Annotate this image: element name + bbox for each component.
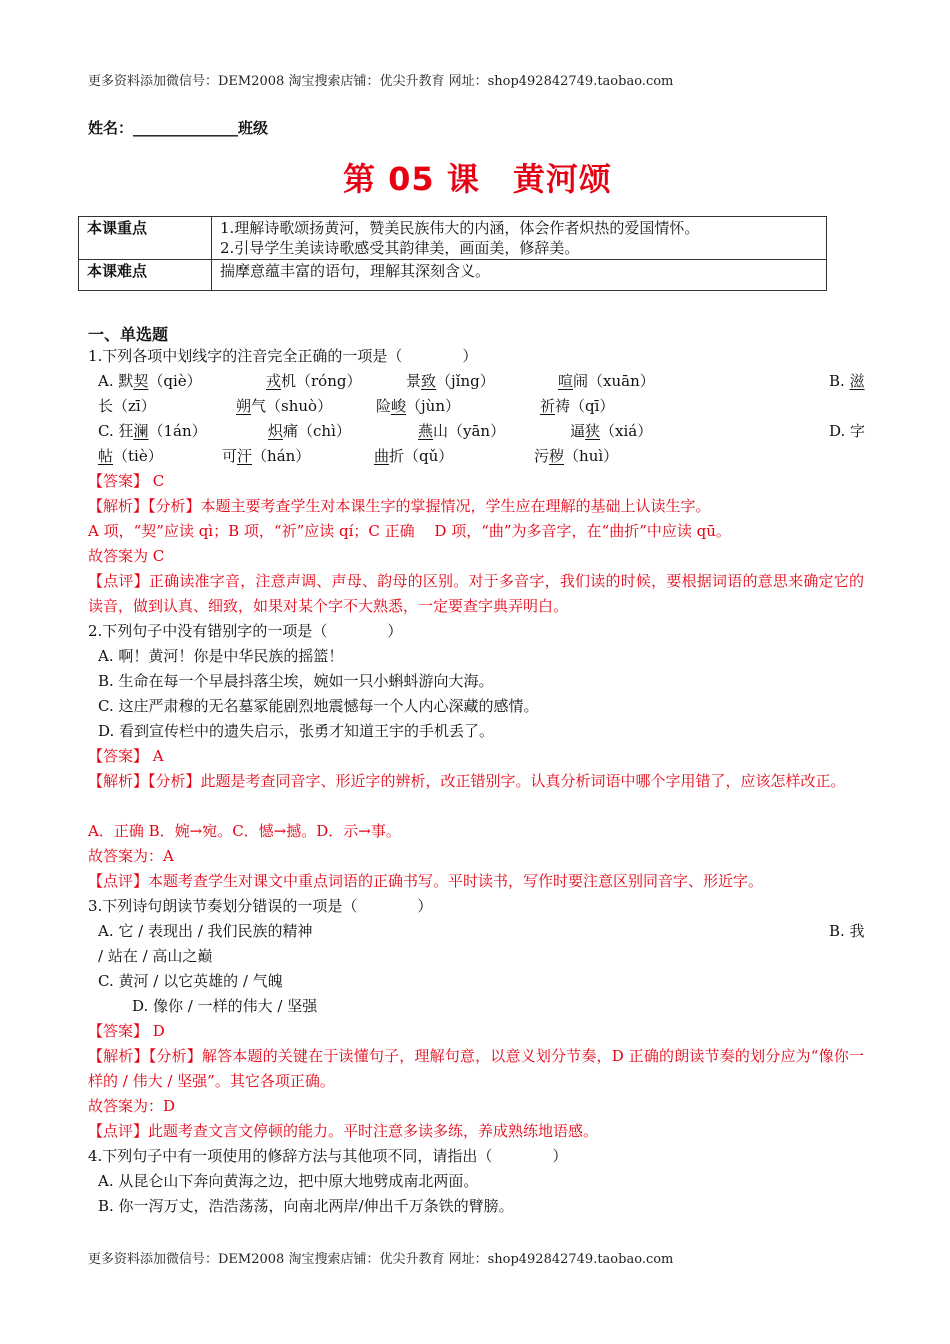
q1-option-d1: D. 字 <box>829 422 866 440</box>
q3-conclusion: 故答案为：D <box>88 1097 176 1115</box>
difficulty-row <box>79 260 827 291</box>
q1-stem: 1.下列各项中划线字的注音完全正确的一项是（ ） <box>88 347 478 365</box>
q3-option-a: A. 它 / 表现出 / 我们民族的精神 <box>98 922 313 940</box>
q2-option-b: B. 生命在每一个早晨抖落尘埃，婉如一只小蝌蚪游向大海。 <box>98 672 494 690</box>
q3-option-b-cont: / 站在 / 高山之巅 <box>98 947 213 965</box>
q3-analysis: 【解析】【分析】解答本题的关键在于读懂句子，理解句意，以意义划分节奏，D 正确的朗读节奏的划分应为“像你一样的 / 伟大 / 坚强”。其它各项正确。 <box>88 1047 864 1090</box>
key-points-label: 本课重点 <box>79 217 212 260</box>
q1-option-c4: 逼狭（xiá） <box>570 422 653 440</box>
lesson-focus-table <box>78 216 827 291</box>
q1-option-a4: 喧闹（xuān） <box>558 372 655 390</box>
q3-comment: 【点评】此题考查文言文停顿的能力。平时注意多读多练，养成熟练地语感。 <box>88 1122 599 1140</box>
q1-option-d2: 可汗（hán） <box>222 447 311 465</box>
q1-option-d1-cont: 帖（tiè） <box>98 447 163 465</box>
q3-stem: 3.下列诗句朗读节奏划分错误的一项是（ ） <box>88 897 433 915</box>
q3-answer: 【答案】 D <box>88 1022 165 1040</box>
q2-conclusion: 故答案为：A <box>88 847 174 865</box>
q3-option-c: C. 黄河 / 以它英雄的 / 气魄 <box>98 972 283 990</box>
q1-option-c1: C. 狂澜（1án） <box>98 422 207 440</box>
q2-option-a: A. 啊！黄河！你是中华民族的摇篮！ <box>98 647 344 665</box>
page-title: 第 05 课 黄河颂 <box>343 160 612 198</box>
q1-conclusion: 故答案为 C <box>88 547 165 565</box>
q2-stem: 2.下列句子中没有错别字的一项是（ ） <box>88 622 403 640</box>
q2-answer: 【答案】 A <box>88 747 164 765</box>
difficulty-content: 揣摩意蕴丰富的语句，理解其深刻含义。 <box>212 260 827 291</box>
q1-option-d4: 污秽（huì） <box>534 447 619 465</box>
q4-option-a: A. 从昆仑山下奔向黄海之边，把中原大地劈成南北两面。 <box>98 1172 479 1190</box>
q1-option-b1-cont: 长（zī） <box>98 397 156 415</box>
section-heading: 一、单选题 <box>88 325 169 344</box>
page-footer: 更多资料添加微信号：DEM2008 淘宝搜索店铺：优尖升教育 网址：shop492842749.taobao.com <box>88 1252 674 1267</box>
q4-stem: 4.下列句子中有一项使用的修辞方法与其他项不同，请指出（ ） <box>88 1147 568 1165</box>
q2-analysis-detail: A．正确 B．婉→宛。C．憾→撼。D．示→事。 <box>88 822 401 840</box>
page-header: 更多资料添加微信号：DEM2008 淘宝搜索店铺：优尖升教育 网址：shop492842749.taobao.com <box>88 74 674 89</box>
q1-option-d3: 曲折（qǔ） <box>374 447 454 465</box>
key-points-content <box>212 217 827 260</box>
q1-comment: 【点评】正确读准字音，注意声调、声母、韵母的区别。对于多音字，我们读的时候，要根据词语的意思来确定它的读音，做到认真、细致，如果对某个字不大熟悉，一定要查字典弄明白。 <box>88 572 864 615</box>
name-label: 姓名： <box>88 119 134 137</box>
class-label: 班级 <box>238 119 269 137</box>
q1-answer: 【答案】 C <box>88 472 165 490</box>
q1-option-b2: 朔气（shuò） <box>236 397 333 415</box>
q1-option-b3: 险峻（jùn） <box>376 397 461 415</box>
q1-option-c3: 燕山（yān） <box>418 422 506 440</box>
q2-analysis: 【解析】【分析】此题是考查同音字、形近字的辨析，改正错别字。认真分析词语中哪个字用错了，应该怎样改正。 <box>88 772 846 790</box>
q1-option-a1: A. 默契（qiè） <box>98 372 202 390</box>
q1-option-b1: B. 滋 <box>829 372 865 390</box>
key-point-1: 1.理解诗歌颂扬黄河，赞美民族伟大的内涵，体会作者炽热的爱国情怀。 <box>220 219 700 237</box>
q4-option-b: B. 你一泻万丈，浩浩荡荡，向南北两岸/伸出千万条铁的臂膀。 <box>98 1197 514 1215</box>
q1-option-c2: 炽痛（chì） <box>268 422 351 440</box>
q3-option-b: B. 我 <box>829 922 865 940</box>
q1-analysis-detail: A 项，“契”应读 qì；B 项，“祈”应读 qí；C 正确 D 项，“曲”为多音字，在“曲折”中应读 qū。 <box>88 522 731 540</box>
q1-option-a2: 戎机（róng） <box>266 372 362 390</box>
q2-option-d: D. 看到宣传栏中的遗失启示，张勇才知道王宇的手机丢了。 <box>98 722 495 740</box>
q1-option-b4: 祈祷（qī） <box>540 397 615 415</box>
name-line <box>88 116 268 141</box>
difficulty-label: 本课难点 <box>79 260 212 291</box>
q1-analysis: 【解析】【分析】本题主要考查学生对本课生字的掌握情况，学生应在理解的基础上认读生字。 <box>88 497 711 515</box>
name-blank: ______________ <box>133 119 239 137</box>
q2-comment: 【点评】本题考查学生对课文中重点词语的正确书写。平时读书，写作时要注意区别同音字、形近字。 <box>88 872 764 890</box>
q1-option-a3: 景致（jǐng） <box>406 372 495 390</box>
key-points-row <box>79 217 827 260</box>
key-point-2: 2.引导学生美读诗歌感受其韵律美，画面美，修辞美。 <box>220 239 580 257</box>
q2-option-c: C. 这庄严肃穆的无名墓冢能剧烈地震憾每一个人内心深藏的感情。 <box>98 697 539 715</box>
q3-option-d: D. 像你 / 一样的伟大 / 坚强 <box>132 997 318 1015</box>
